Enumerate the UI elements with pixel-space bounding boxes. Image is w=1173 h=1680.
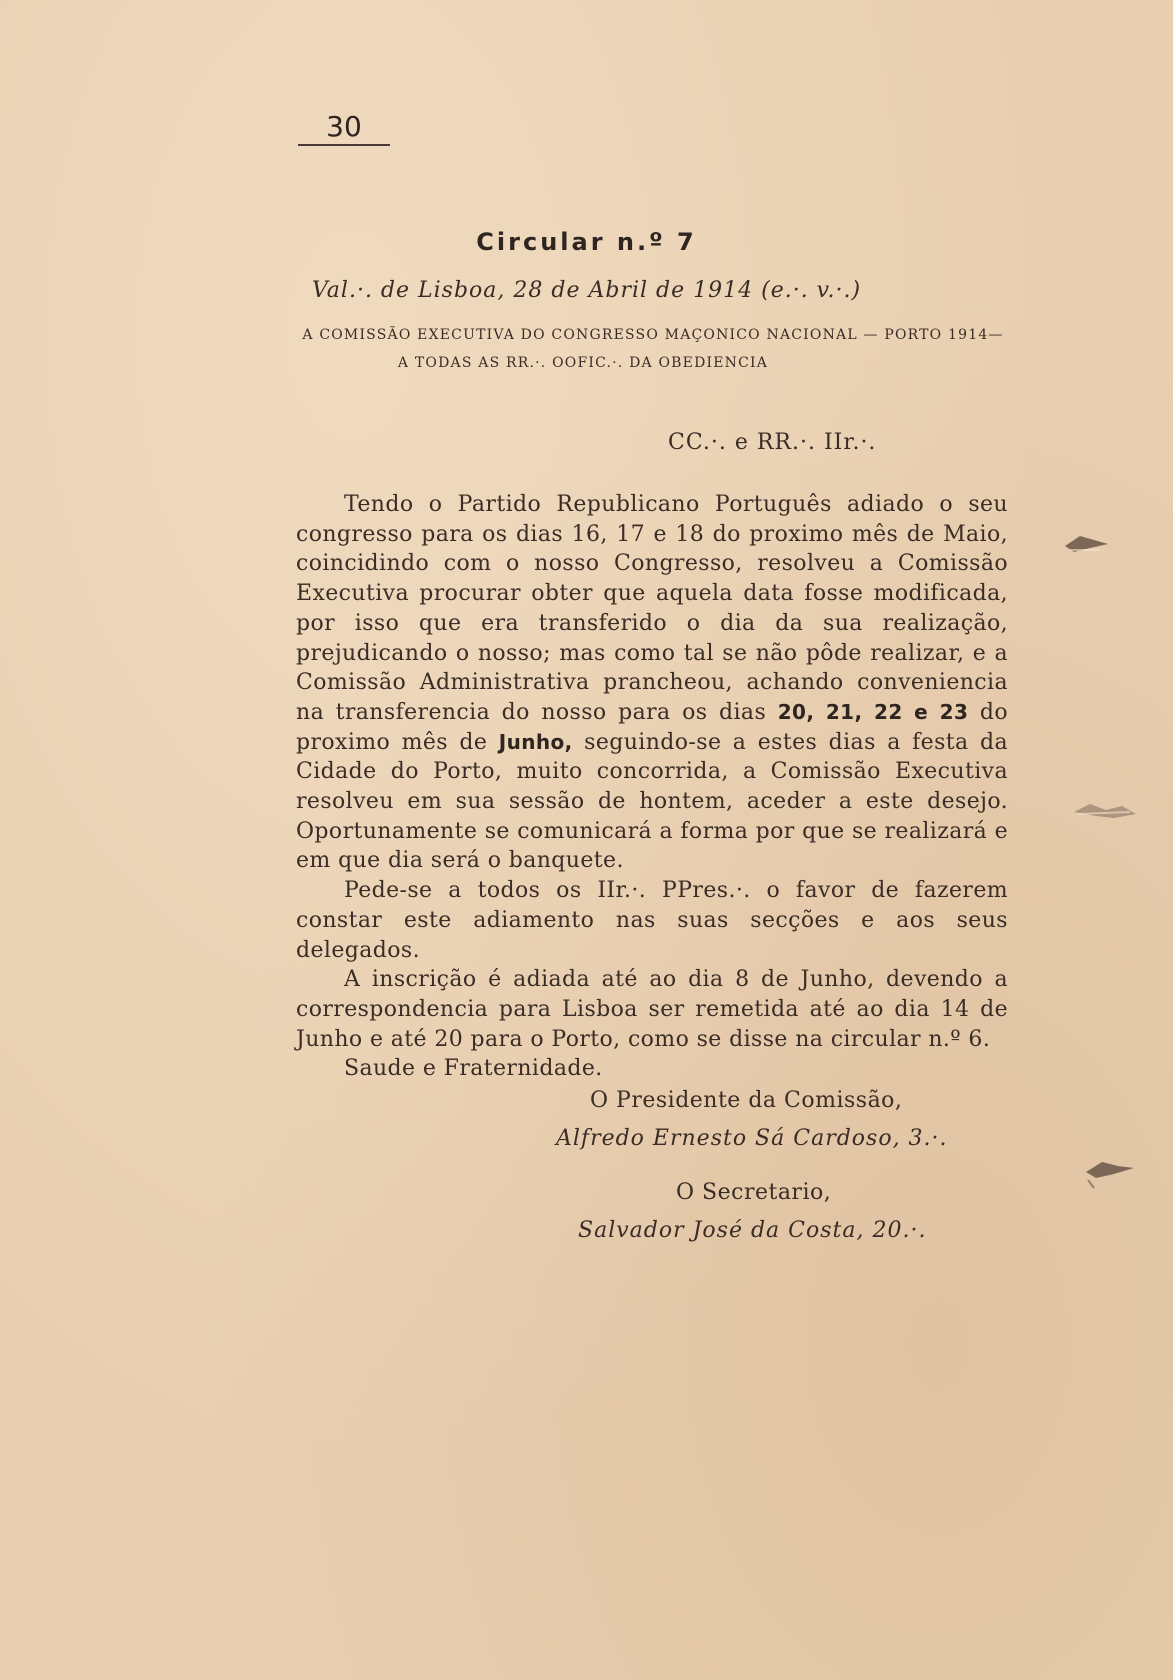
- addressee-line-2: A TODAS AS RR.·. OOFIC.·. DA OBEDIENCIA: [397, 355, 769, 371]
- secretary-title: O Secretario,: [676, 1180, 832, 1205]
- paper-tear-mark-middle: [1070, 796, 1140, 826]
- page-number-rule: [298, 144, 390, 146]
- president-title: O Presidente da Comissão,: [590, 1088, 903, 1113]
- closing-line: Saude e Fraternidade.: [344, 1056, 603, 1082]
- president-name: Alfredo Ernesto Sá Cardoso, 3.·.: [556, 1126, 948, 1151]
- doc-title: Circular n.º 7: [476, 228, 697, 256]
- date-line: Val.·. de Lisboa, 28 de Abril de 1914 (e.·. v.·.): [311, 278, 862, 303]
- paragraph-3: A inscrição é adiada até ao dia 8 de Junho, devendo a correspondencia para Lisboa ser remetida até ao dia 14 de Junho e até 20 para o Porto, como se disse na circular n.º 6.: [296, 967, 1008, 1052]
- secretary-name: Salvador José da Costa, 20.·.: [578, 1218, 927, 1243]
- salutation: CC.·. e RR.·. IIr.·.: [668, 430, 877, 455]
- paragraph-1: [296, 490, 1008, 876]
- paper-tear-mark-top: [1060, 528, 1120, 558]
- paper-tear-mark-bottom: [1080, 1150, 1140, 1190]
- bold-dates: 20, 21, 22 e 23: [777, 699, 969, 724]
- paragraph-1-text-b: do proximo mês de: [296, 699, 1008, 755]
- page-number: 30: [326, 110, 362, 143]
- paragraph-2: Pede-se a todos os IIr.·. PPres.·. o favor de fazerem constar este adiamento nas suas secções e aos seus delegados.: [296, 878, 1008, 963]
- paragraph-1-text-c: seguindo-se a estes dias a festa da Cidade do Porto, muito concorrida, a Comissão Executiva resolveu em sua sessão de hontem, aceder a este desejo. Oportunamente se comunicará a forma por que se realizará e em que dia será o banquete.: [296, 729, 1008, 874]
- addressee-line-1: A COMISSÃO EXECUTIVA DO CONGRESSO MAÇONICO NACIONAL — PORTO 1914—: [302, 327, 1004, 343]
- paragraph-1-text-a: Tendo o Partido Republicano Português adiado o seu congresso para os dias 16, 17 e 18 do proximo mês de Maio, coincidindo com o nosso Congresso, resolveu a Comissão Executiva procurar obter que aquela data fosse modificada, por isso que era transferido o dia da sua realização, prejudicando o nosso; mas como tal se não pôde realizar, e a Comissão Administrativa prancheou, achando conveniencia na transferencia do nosso para os dias: [296, 492, 1008, 725]
- letter-body: [296, 490, 1008, 1084]
- bold-month: Junho,: [498, 729, 573, 754]
